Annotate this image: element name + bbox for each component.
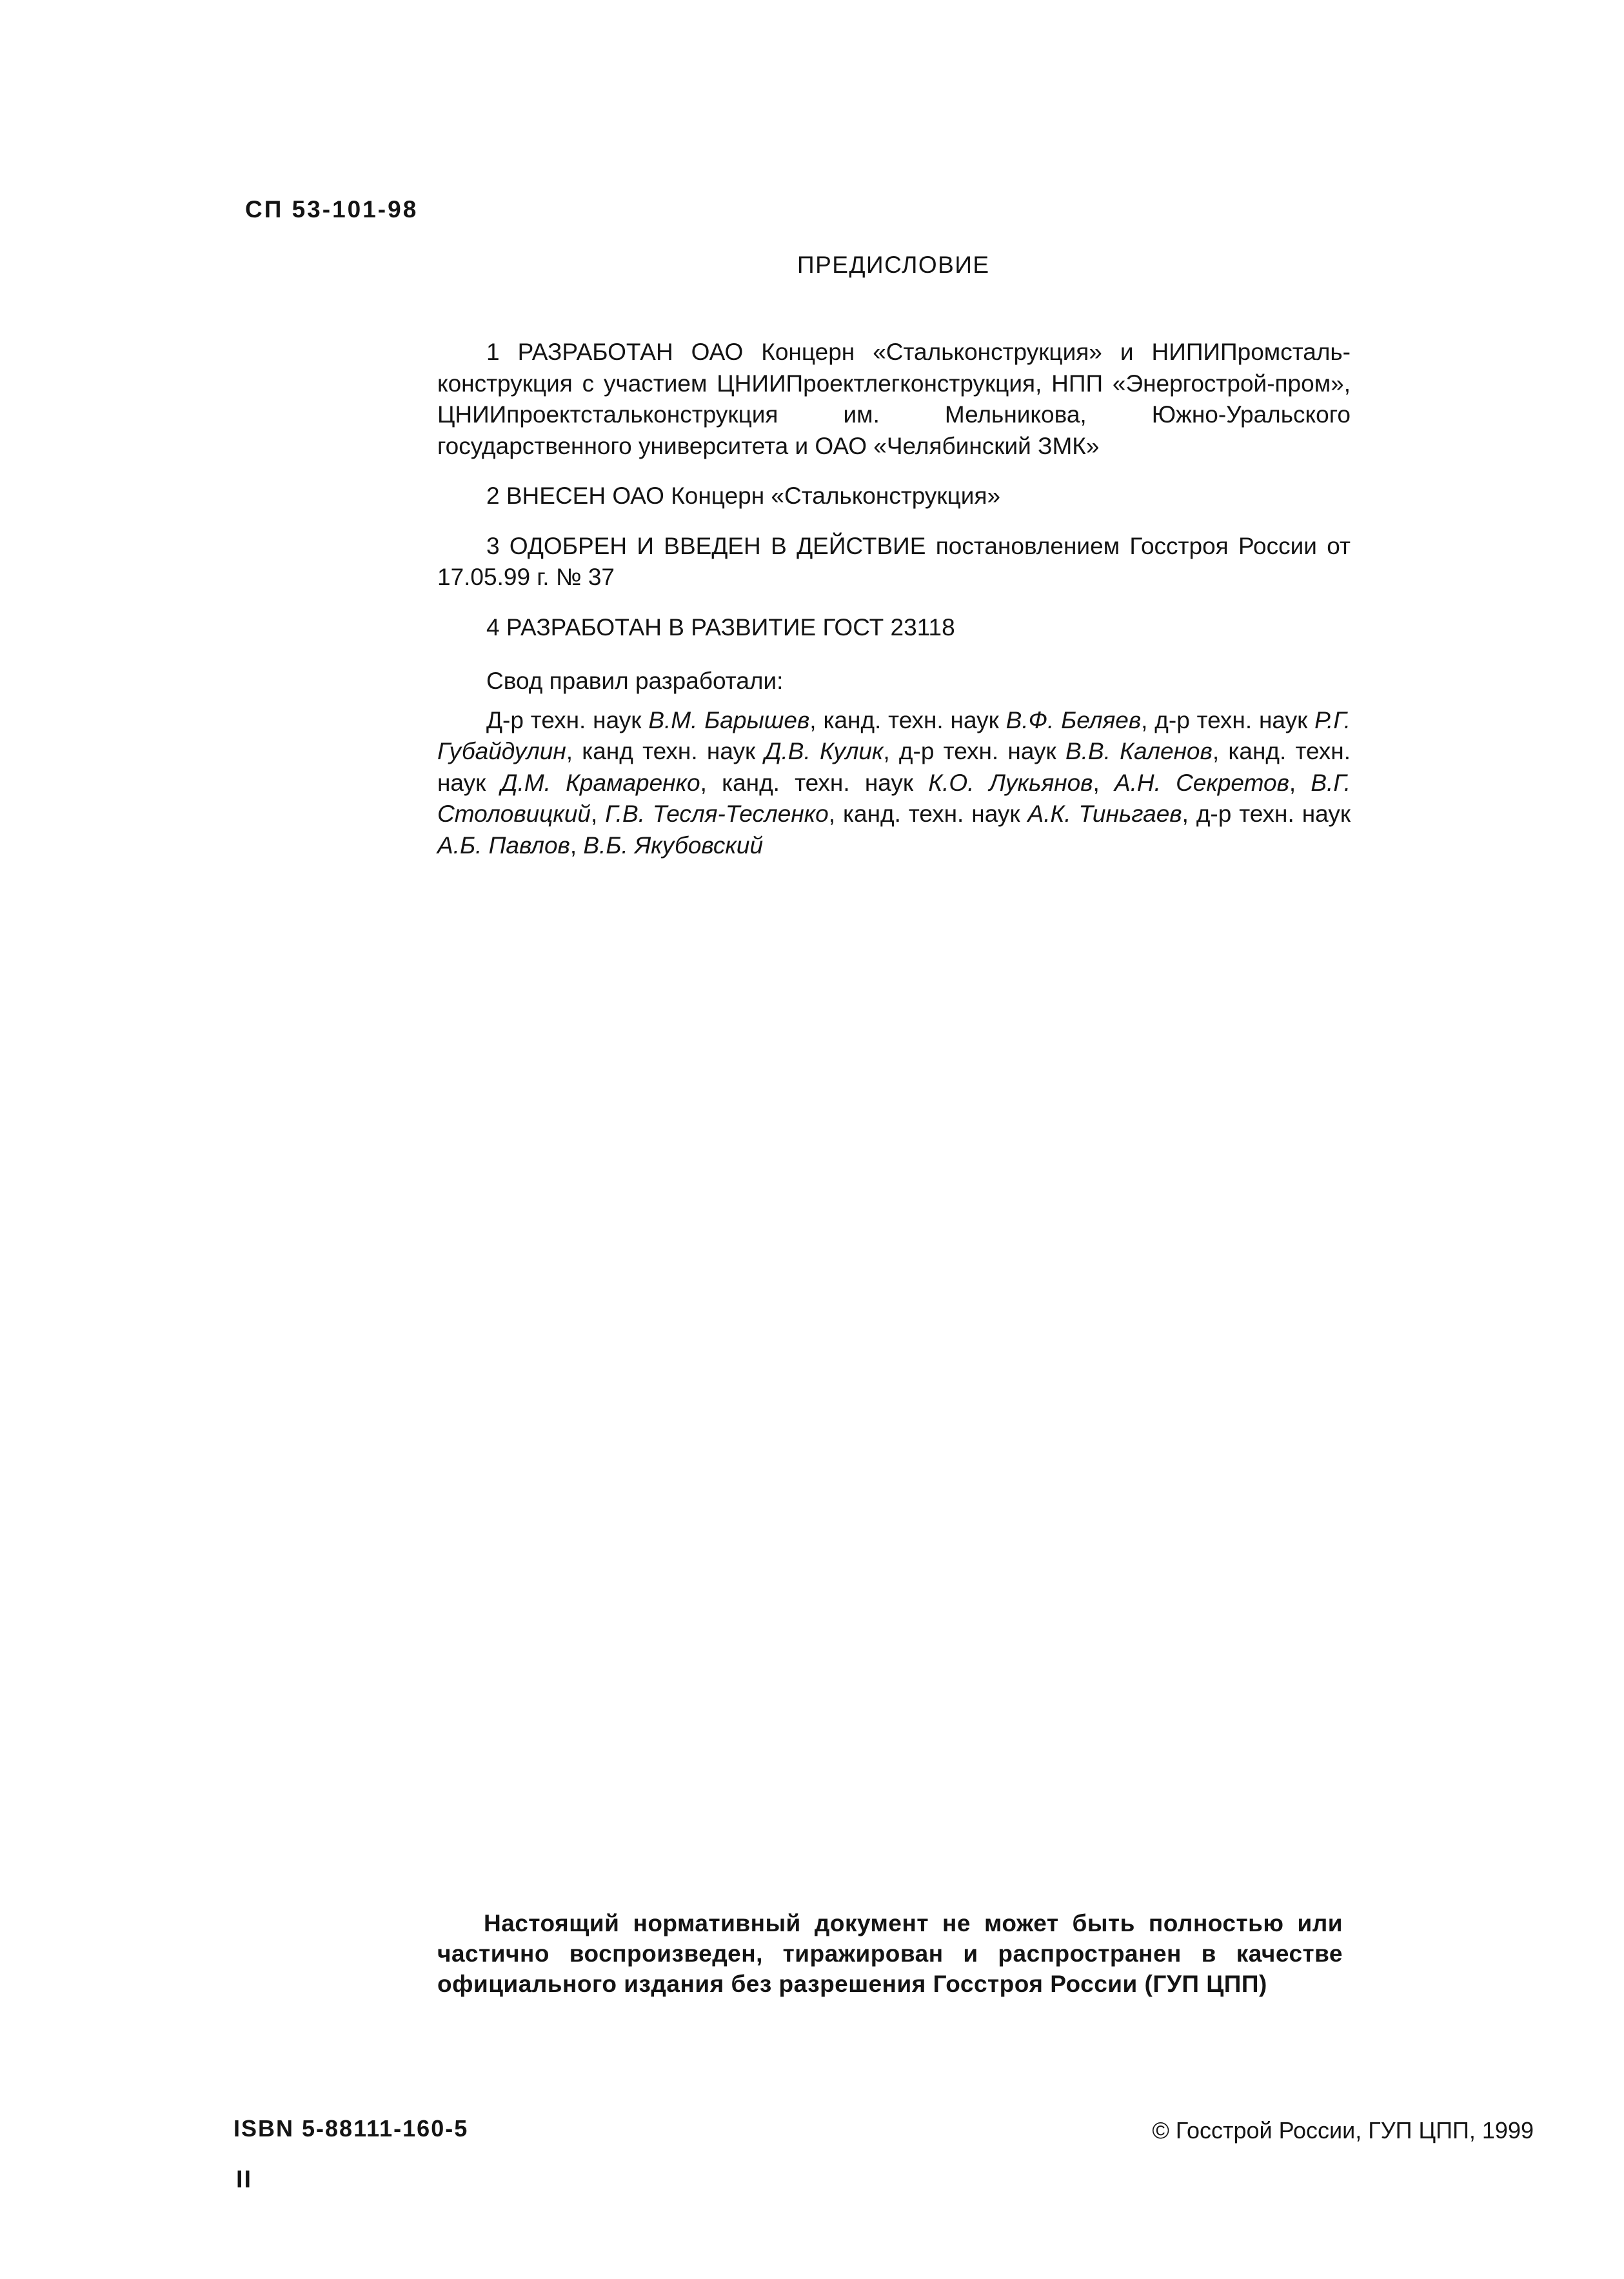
copyright-line: © Госстрой России, ГУП ЦПП, 1999 [1152, 2117, 1534, 2144]
author-degree: канд. техн. наук [722, 769, 914, 796]
author-name: В.Ф. Беляев [1005, 706, 1142, 733]
author-name: В.Б. Якубовский [583, 831, 764, 859]
author-degree: канд. техн. наук [823, 706, 999, 733]
page-number: II [236, 2166, 253, 2193]
document-code: СП 53-101-98 [245, 196, 419, 223]
author-name: А.К. Тиньгаев [1027, 801, 1182, 827]
author-name: Г.В. Тесля-Тесленко [605, 801, 829, 827]
authors-list: Д-р техн. наук В.М. Барышев, канд. техн. наук В.Ф. Беляев, д-р техн. наук Р.Г. Губайдулин, канд техн. наук Д.В. Кулик, д-р техн. наук В.В. Каленов, канд. техн. наук Д.М. Крамаренко, канд. техн. наук К.О. Лукьянов, А.Н. Секретов, В.Г. Столовицкий, Г.В. Тесля-Тесленко, канд. техн. наук А.К. Тиньгаев, д-р техн. наук А.Б. Павлов, В.Б. Якубовский [437, 706, 1351, 859]
author-name: А.Н. Секретов [1114, 769, 1289, 796]
preface-paragraph-2: 2 ВНЕСЕН ОАО Концерн «Стальконструкция» [486, 483, 1001, 509]
preface-paragraph-4: 4 РАЗРАБОТАН В РАЗВИТИЕ ГОСТ 23118 [486, 613, 955, 641]
author-degree: Д-р техн. наук [486, 706, 642, 733]
author-degree: канд. техн. наук [437, 738, 1351, 796]
preface-paragraph-1: 1 РАЗРАБОТАН ОАО Концерн «Стальконструкция» и НИПИПромсталь-конструкция с участием ЦНИИПроектлегконструкция, НПП «Энергострой-пром», ЦНИИпроектстальконструкция им. Мельникова, Южно-Уральского государственного университета и ОАО «Челябинский ЗМК» [437, 339, 1351, 459]
authors-title: Свод правил разработали: [486, 668, 784, 694]
preface-paragraph-3: 3 ОДОБРЕН И ВВЕДЕН В ДЕЙСТВИЕ постановлением Госстроя России от 17.05.99 г. № 37 [437, 532, 1351, 590]
preface-title: ПРЕДИСЛОВИЕ [797, 252, 990, 278]
copyright-notice: Настоящий нормативный документ не может быть полностью или частично воспроизведен, тиражирован и распространен в качестве официального издания без разрешения Госстроя России (ГУП ЦПП) [437, 1910, 1343, 1997]
author-name: В.В. Каленов [1065, 738, 1213, 764]
author-degree: канд. техн. наук [842, 801, 1020, 827]
author-name: В.Г. Столовицкий [437, 769, 1351, 827]
author-name: Д.В. Кулик [764, 738, 884, 764]
isbn: ISBN 5-88111-160-5 [233, 2115, 469, 2142]
author-degree: д-р техн. наук [898, 738, 1056, 764]
author-name: Р.Г. Губайдулин [437, 706, 1351, 764]
author-name: Д.М. Крамаренко [500, 769, 700, 796]
author-degree: канд техн. наук [582, 738, 756, 764]
author-name: К.О. Лукьянов [928, 769, 1093, 796]
author-name: А.Б. Павлов [437, 831, 570, 859]
author-name: В.М. Барышев [648, 706, 810, 733]
preface-body [437, 337, 1351, 861]
author-degree: д-р техн. наук [1154, 706, 1308, 733]
author-degree: д-р техн. наук [1196, 801, 1351, 827]
